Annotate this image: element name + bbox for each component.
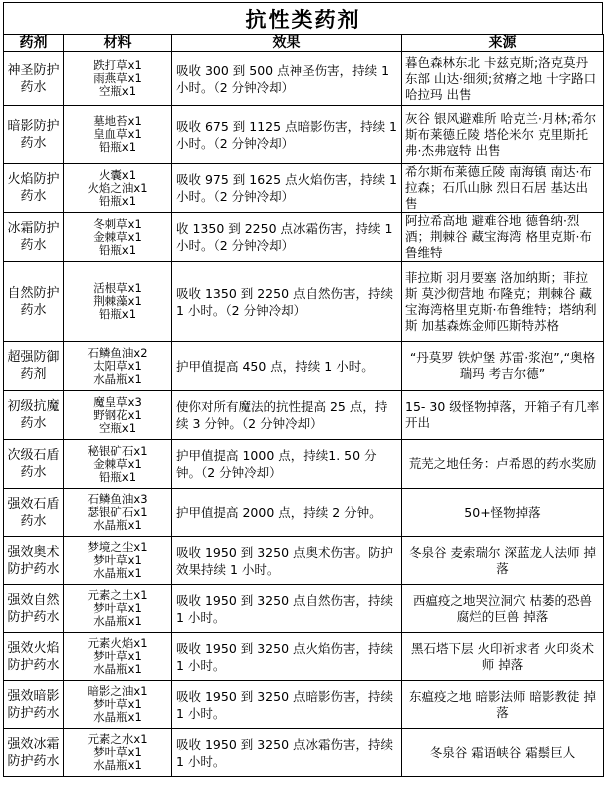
table-row [4, 440, 604, 489]
effect-cell: 使你对所有魔法的抗性提高 25 点，持续 3 分钟。（2 分钟冷却） [172, 391, 402, 440]
table-row [4, 681, 604, 729]
table-row [4, 537, 604, 585]
effect-cell: 吸收 1950 到 3250 点暗影伤害，持续 1 小时。 [172, 681, 402, 729]
potion-name: 强效奥术防护药水 [4, 537, 64, 585]
material-item: 元素之水x1 [87, 732, 148, 746]
sheet-title: 抗性类药剂 [3, 2, 603, 34]
material-item: 冬刺草x1 [93, 216, 142, 231]
potion-name: 暗影防护药水 [4, 106, 64, 164]
materials-cell [64, 213, 172, 262]
source-cell: 灰谷 银风避难所 哈克兰·月林;希尔斯布莱德丘陵 塔伦米尔 克里斯托弗·杰弗寇特 出售 [402, 106, 604, 164]
source-cell: 冬泉谷 霜语峡谷 霜鬃巨人 [402, 729, 604, 777]
material-item: 魔皇草x3 [93, 394, 142, 409]
table-row [4, 213, 604, 262]
effect-cell: 吸收 675 到 1125 点暗影伤害，持续 1 小时。（2 分钟冷却） [172, 106, 402, 164]
material-item: 水晶瓶x1 [93, 371, 142, 386]
effect-cell: 吸收 300 到 500 点神圣伤害，持续 1 小时。（2 分钟冷却） [172, 52, 402, 106]
effect-cell: 吸收 975 到 1625 点火焰伤害，持续 1 小时。（2 分钟冷却） [172, 164, 402, 213]
material-item: 荆棘藻x1 [93, 294, 142, 308]
potion-name: 次级石盾药水 [4, 440, 64, 489]
material-item: 水晶瓶x1 [93, 614, 142, 628]
materials-cell [64, 391, 172, 440]
potion-name: 强效冰霜防护药水 [4, 729, 64, 777]
material-item: 雨燕草x1 [93, 71, 142, 85]
material-item: 跌打草x1 [93, 58, 142, 72]
source-cell: 暮色森林东北 卡兹克斯;洛克莫丹东部 山达·细须;贫瘠之地 十字路口 哈拉玛 出售 [402, 52, 604, 106]
header-source: 来源 [402, 35, 604, 52]
material-item: 梦境之尘x1 [87, 540, 148, 554]
potion-name: 冰霜防护药水 [4, 213, 64, 262]
material-item: 墓地苔x1 [93, 114, 142, 128]
source-cell: 50+怪物掉落 [402, 489, 604, 537]
material-item: 元素火焰x1 [87, 636, 148, 650]
materials-cell [64, 537, 172, 585]
potion-table [3, 34, 604, 777]
table-row [4, 489, 604, 537]
material-item: 水晶瓶x1 [93, 662, 142, 676]
material-item: 铅瓶x1 [98, 469, 137, 484]
header-effect: 效果 [172, 35, 402, 52]
effect-cell: 吸收 1950 到 3250 点自然伤害，持续 1 小时。 [172, 585, 402, 633]
potion-name: 强效自然防护药水 [4, 585, 64, 633]
effect-cell: 吸收 1950 到 3250 点火焰伤害，持续 1 小时。 [172, 633, 402, 681]
source-cell: 冬泉谷 麦索瑞尔 深蓝龙人法师 掉落 [402, 537, 604, 585]
effect-cell: 护甲值提高 2000 点，持续 2 分钟。 [172, 489, 402, 537]
material-item: 金棘草x1 [93, 229, 142, 244]
material-item: 暗影之油x1 [87, 684, 148, 698]
material-item: 太阳草x1 [93, 358, 142, 373]
effect-cell: 护甲值提高 450 点，持续 1 小时。 [172, 342, 402, 391]
material-item: 梦叶草x1 [93, 745, 142, 759]
materials-cell [64, 52, 172, 106]
materials-cell [64, 106, 172, 164]
source-cell: 东瘟疫之地 暗影法师 暗影教徒 掉落 [402, 681, 604, 729]
materials-cell [64, 440, 172, 489]
effect-cell: 吸收 1950 到 3250 点奥术伤害。防护效果持续 1 小时。 [172, 537, 402, 585]
potion-name: 强效石盾药水 [4, 489, 64, 537]
material-item: 活根草x1 [93, 281, 142, 295]
header-potion: 药剂 [4, 35, 64, 52]
source-cell: 黑石塔下层 火印祈求者 火印炎术师 掉落 [402, 633, 604, 681]
material-item: 石鳞鱼油x3 [87, 492, 148, 506]
material-item: 梦叶草x1 [93, 649, 142, 663]
potion-name: 超强防御药剂 [4, 342, 64, 391]
table-row [4, 164, 604, 213]
material-item: 水晶瓶x1 [93, 566, 142, 580]
material-item: 瑟银矿石x1 [87, 505, 148, 519]
material-item: 铅瓶x1 [98, 140, 137, 154]
table-row [4, 106, 604, 164]
table-row [4, 342, 604, 391]
material-item: 火焰之油x1 [87, 180, 148, 195]
material-item: 水晶瓶x1 [93, 518, 142, 532]
materials-cell [64, 342, 172, 391]
potion-name: 神圣防护药水 [4, 52, 64, 106]
potion-name: 强效火焰防护药水 [4, 633, 64, 681]
header-materials: 材料 [64, 35, 172, 52]
table-row [4, 729, 604, 777]
source-cell: 菲拉斯 羽月要塞 洛加纳斯；菲拉斯 莫沙彻营地 布隆克；荆棘谷 藏宝海湾格里克斯·布鲁维特；塔纳利斯 加基森炼金师匹斯特苏格 [402, 262, 604, 342]
table-row [4, 52, 604, 106]
source-cell: “丹莫罗 铁炉堡 苏雷·浆泡”,“奥格瑞玛 考吉尔德” [402, 342, 604, 391]
potion-name: 强效暗影防护药水 [4, 681, 64, 729]
table-row [4, 585, 604, 633]
potion-sheet [3, 2, 603, 777]
material-item: 皇血草x1 [93, 127, 142, 141]
potion-name: 初级抗魔药水 [4, 391, 64, 440]
material-item: 梦叶草x1 [93, 697, 142, 711]
material-item: 空瓶x1 [98, 420, 137, 435]
table-row [4, 262, 604, 342]
source-cell: 荒芜之地任务：卢希恩的药水奖励 [402, 440, 604, 489]
materials-cell [64, 729, 172, 777]
source-cell: 西瘟疫之地哭泣洞穴 枯萎的恐兽 腐烂的巨兽 掉落 [402, 585, 604, 633]
material-item: 水晶瓶x1 [93, 758, 142, 772]
material-item: 石鳞鱼油x2 [87, 345, 148, 360]
material-item: 梦叶草x1 [93, 601, 142, 615]
source-cell: 15- 30 级怪物掉落，开箱子有几率开出 [402, 391, 604, 440]
effect-cell: 收 1350 到 2250 点冰霜伤害，持续 1 小时。（2 分钟冷却） [172, 213, 402, 262]
material-item: 元素之土x1 [87, 588, 148, 602]
potion-name: 火焰防护药水 [4, 164, 64, 213]
material-item: 秘银矿石x1 [87, 443, 148, 458]
material-item: 铅瓶x1 [98, 307, 137, 321]
potion-name: 自然防护药水 [4, 262, 64, 342]
effect-cell: 护甲值提高 1000 点，持续1. 50 分钟。（2 分钟冷却） [172, 440, 402, 489]
material-item: 野钢花x1 [93, 407, 142, 422]
material-item: 梦叶草x1 [93, 553, 142, 567]
materials-cell [64, 489, 172, 537]
materials-cell [64, 681, 172, 729]
effect-cell: 吸收 1350 到 2250 点自然伤害，持续 1 小时。（2 分钟冷却） [172, 262, 402, 342]
header-row [4, 35, 604, 52]
material-item: 水晶瓶x1 [93, 710, 142, 724]
materials-cell [64, 585, 172, 633]
effect-cell: 吸收 1950 到 3250 点冰霜伤害，持续 1 小时。 [172, 729, 402, 777]
table-row [4, 633, 604, 681]
material-item: 空瓶x1 [98, 84, 137, 98]
material-item: 铅瓶x1 [98, 193, 137, 208]
materials-cell [64, 633, 172, 681]
source-cell: 希尔斯布莱德丘陵 南海镇 南达·布拉森；石爪山脉 烈日石居 基达出售 [402, 164, 604, 213]
material-item: 金棘草x1 [93, 456, 142, 471]
materials-cell [64, 262, 172, 342]
materials-cell [64, 164, 172, 213]
material-item: 火囊x1 [98, 167, 137, 182]
source-cell: 阿拉希高地 避难谷地 德鲁纳·烈酒；荆棘谷 藏宝海湾 格里克斯·布鲁维特 [402, 213, 604, 262]
material-item: 铅瓶x1 [98, 242, 137, 257]
table-row [4, 391, 604, 440]
